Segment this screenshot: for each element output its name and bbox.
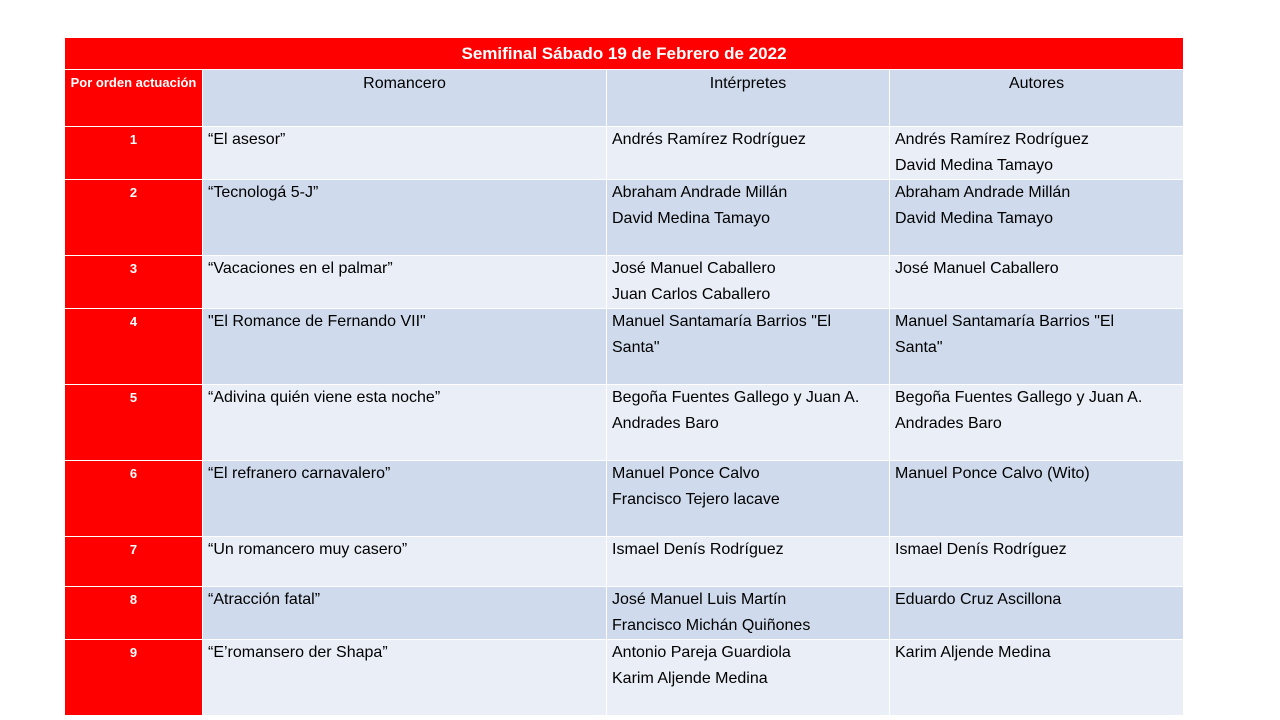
header-romancero: Romancero (203, 70, 607, 127)
table-row (65, 385, 1184, 461)
interprete-name: Ismael Denís Rodríguez (612, 541, 784, 558)
autor-name: Manuel Ponce Calvo (Wito) (895, 465, 1090, 482)
romancero-title: “Tecnologá 5-J” (203, 180, 607, 256)
autor-name: Karim Aljende Medina (895, 644, 1051, 661)
interprete-name: Juan Carlos Caballero (612, 286, 771, 303)
autor-name: Andrades Baro (895, 415, 1002, 432)
title-row (65, 38, 1184, 70)
interpretes-cell (607, 180, 890, 256)
autores-cell (890, 640, 1184, 716)
interpretes-cell (607, 256, 890, 309)
interprete-name: Begoña Fuentes Gallego y Juan A. (612, 389, 860, 406)
header-row (65, 70, 1184, 127)
interprete-name: Abraham Andrade Millán (612, 184, 788, 201)
order-number: 3 (65, 256, 203, 309)
autor-name: Abraham Andrade Millán (895, 184, 1071, 201)
header-interpretes: Intérpretes (607, 70, 890, 127)
table-row (65, 127, 1184, 180)
interprete-name: Santa" (612, 339, 660, 356)
autores-cell (890, 127, 1184, 180)
autor-name: Manuel Santamaría Barrios "El (895, 313, 1115, 330)
order-number: 4 (65, 309, 203, 385)
order-number: 6 (65, 461, 203, 537)
order-number: 1 (65, 127, 203, 180)
romancero-title: “El asesor” (203, 127, 607, 180)
interpretes-cell (607, 309, 890, 385)
table-row (65, 640, 1184, 716)
interprete-name: Andrades Baro (612, 415, 719, 432)
interpretes-cell (607, 537, 890, 587)
autores-cell (890, 537, 1184, 587)
autores-cell (890, 587, 1184, 640)
table-row (65, 180, 1184, 256)
table-row (65, 537, 1184, 587)
autores-cell (890, 461, 1184, 537)
table-row (65, 256, 1184, 309)
interpretes-cell (607, 127, 890, 180)
interprete-name: Francisco Tejero lacave (612, 491, 780, 508)
order-number: 9 (65, 640, 203, 716)
header-order: Por orden actuación (65, 70, 203, 127)
interprete-name: Karim Aljende Medina (612, 670, 768, 687)
interprete-name: José Manuel Luis Martín (612, 591, 787, 608)
order-number: 7 (65, 537, 203, 587)
schedule-table (64, 37, 1184, 716)
interprete-name: Manuel Ponce Calvo (612, 465, 760, 482)
interprete-name: Manuel Santamaría Barrios "El (612, 313, 832, 330)
romancero-title: “Un romancero muy casero” (203, 537, 607, 587)
romancero-title: “Atracción fatal” (203, 587, 607, 640)
autores-cell (890, 385, 1184, 461)
order-number: 8 (65, 587, 203, 640)
autor-name: José Manuel Caballero (895, 260, 1059, 277)
romancero-title: “Adivina quién viene esta noche” (203, 385, 607, 461)
interpretes-cell (607, 461, 890, 537)
interpretes-cell (607, 640, 890, 716)
romancero-title: “E’romansero der Shapa” (203, 640, 607, 716)
table-title: Semifinal Sábado 19 de Febrero de 2022 (65, 38, 1184, 70)
interprete-name: Antonio Pareja Guardiola (612, 644, 791, 661)
romancero-title: "El Romance de Fernando VII" (203, 309, 607, 385)
schedule-body (65, 38, 1184, 716)
autor-name: Andrés Ramírez Rodríguez (895, 131, 1089, 148)
interprete-name: David Medina Tamayo (612, 210, 771, 227)
autor-name: Santa" (895, 339, 943, 356)
interpretes-cell (607, 385, 890, 461)
autor-name: Begoña Fuentes Gallego y Juan A. (895, 389, 1143, 406)
autor-name: Ismael Denís Rodríguez (895, 541, 1067, 558)
interprete-name: Francisco Michán Quiñones (612, 617, 811, 634)
order-number: 2 (65, 180, 203, 256)
autor-name: David Medina Tamayo (895, 210, 1054, 227)
autores-cell (890, 256, 1184, 309)
autor-name: Eduardo Cruz Ascillona (895, 591, 1062, 608)
order-number: 5 (65, 385, 203, 461)
table-row (65, 461, 1184, 537)
romancero-title: “Vacaciones en el palmar” (203, 256, 607, 309)
romancero-title: “El refranero carnavalero” (203, 461, 607, 537)
autor-name: David Medina Tamayo (895, 157, 1054, 174)
autores-cell (890, 180, 1184, 256)
interpretes-cell (607, 587, 890, 640)
interprete-name: Andrés Ramírez Rodríguez (612, 131, 806, 148)
table-row (65, 587, 1184, 640)
interprete-name: José Manuel Caballero (612, 260, 776, 277)
autores-cell (890, 309, 1184, 385)
header-autores: Autores (890, 70, 1184, 127)
table-row (65, 309, 1184, 385)
